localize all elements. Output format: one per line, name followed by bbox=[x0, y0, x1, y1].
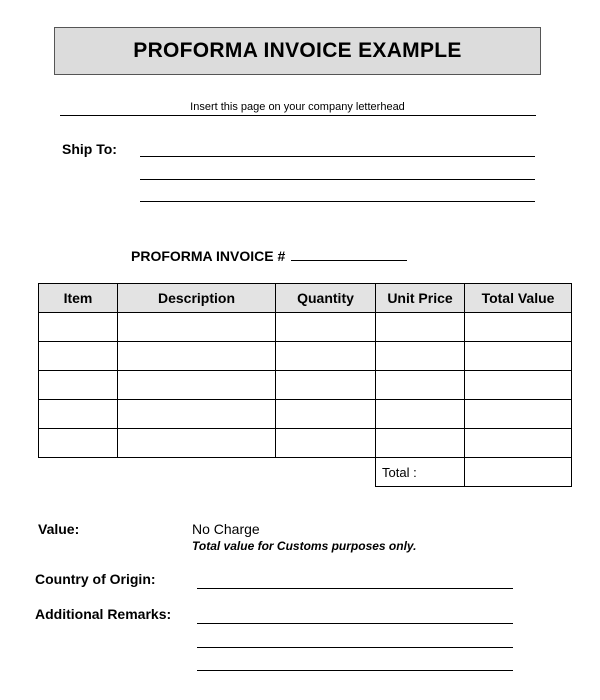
ship-to-line-2[interactable] bbox=[140, 179, 535, 180]
table-row bbox=[39, 429, 572, 458]
value-text: No Charge bbox=[192, 521, 260, 537]
header-quantity: Quantity bbox=[276, 284, 376, 313]
ship-to-label: Ship To: bbox=[62, 141, 117, 157]
table-row bbox=[39, 342, 572, 371]
letterhead-note: Insert this page on your company letterhead bbox=[190, 101, 405, 113]
ship-to-line-3[interactable] bbox=[140, 201, 535, 202]
invoice-number-label: PROFORMA INVOICE # bbox=[131, 248, 286, 264]
country-of-origin-line[interactable] bbox=[197, 588, 513, 589]
table-cell[interactable] bbox=[39, 429, 118, 458]
table-cell[interactable] bbox=[465, 400, 572, 429]
table-cell[interactable] bbox=[376, 313, 465, 342]
table-cell[interactable] bbox=[118, 400, 276, 429]
table-cell[interactable] bbox=[118, 371, 276, 400]
total-spacer bbox=[276, 458, 376, 487]
total-row bbox=[39, 458, 572, 487]
table-cell[interactable] bbox=[276, 371, 376, 400]
table-cell[interactable] bbox=[276, 429, 376, 458]
table-row bbox=[39, 313, 572, 342]
customs-note: Total value for Customs purposes only. bbox=[192, 539, 417, 553]
table-cell[interactable] bbox=[118, 429, 276, 458]
invoice-number-blank[interactable] bbox=[291, 248, 407, 261]
total-value-cell[interactable] bbox=[465, 458, 572, 487]
total-spacer bbox=[39, 458, 118, 487]
table-header-row bbox=[39, 284, 572, 313]
remarks-line-2[interactable] bbox=[197, 647, 513, 648]
letterhead-rule bbox=[60, 115, 536, 116]
table-cell[interactable] bbox=[465, 313, 572, 342]
table-cell[interactable] bbox=[276, 400, 376, 429]
table-cell[interactable] bbox=[39, 371, 118, 400]
table-cell[interactable] bbox=[118, 313, 276, 342]
table-cell[interactable] bbox=[465, 371, 572, 400]
header-total-value: Total Value bbox=[465, 284, 572, 313]
header-item: Item bbox=[39, 284, 118, 313]
table-cell[interactable] bbox=[276, 342, 376, 371]
invoice-number-row bbox=[131, 248, 407, 264]
total-spacer bbox=[118, 458, 276, 487]
remarks-line-3[interactable] bbox=[197, 670, 513, 671]
table-row bbox=[39, 371, 572, 400]
total-label: Total : bbox=[376, 458, 465, 487]
table-row bbox=[39, 400, 572, 429]
header-description: Description bbox=[118, 284, 276, 313]
additional-remarks-label: Additional Remarks: bbox=[35, 606, 172, 622]
table-cell[interactable] bbox=[39, 313, 118, 342]
table-cell[interactable] bbox=[465, 429, 572, 458]
ship-to-line-1[interactable] bbox=[140, 156, 535, 157]
remarks-line-1[interactable] bbox=[197, 623, 513, 624]
table-cell[interactable] bbox=[276, 313, 376, 342]
items-table bbox=[38, 283, 572, 487]
table-cell[interactable] bbox=[376, 429, 465, 458]
table-cell[interactable] bbox=[376, 400, 465, 429]
table-cell[interactable] bbox=[376, 342, 465, 371]
country-of-origin-label: Country of Origin: bbox=[35, 571, 156, 587]
table-cell[interactable] bbox=[465, 342, 572, 371]
table-cell[interactable] bbox=[376, 371, 465, 400]
header-unit-price: Unit Price bbox=[376, 284, 465, 313]
page-title: PROFORMA INVOICE EXAMPLE bbox=[54, 27, 541, 75]
table-cell[interactable] bbox=[39, 342, 118, 371]
value-label: Value: bbox=[38, 521, 80, 537]
table-cell[interactable] bbox=[39, 400, 118, 429]
table-cell[interactable] bbox=[118, 342, 276, 371]
